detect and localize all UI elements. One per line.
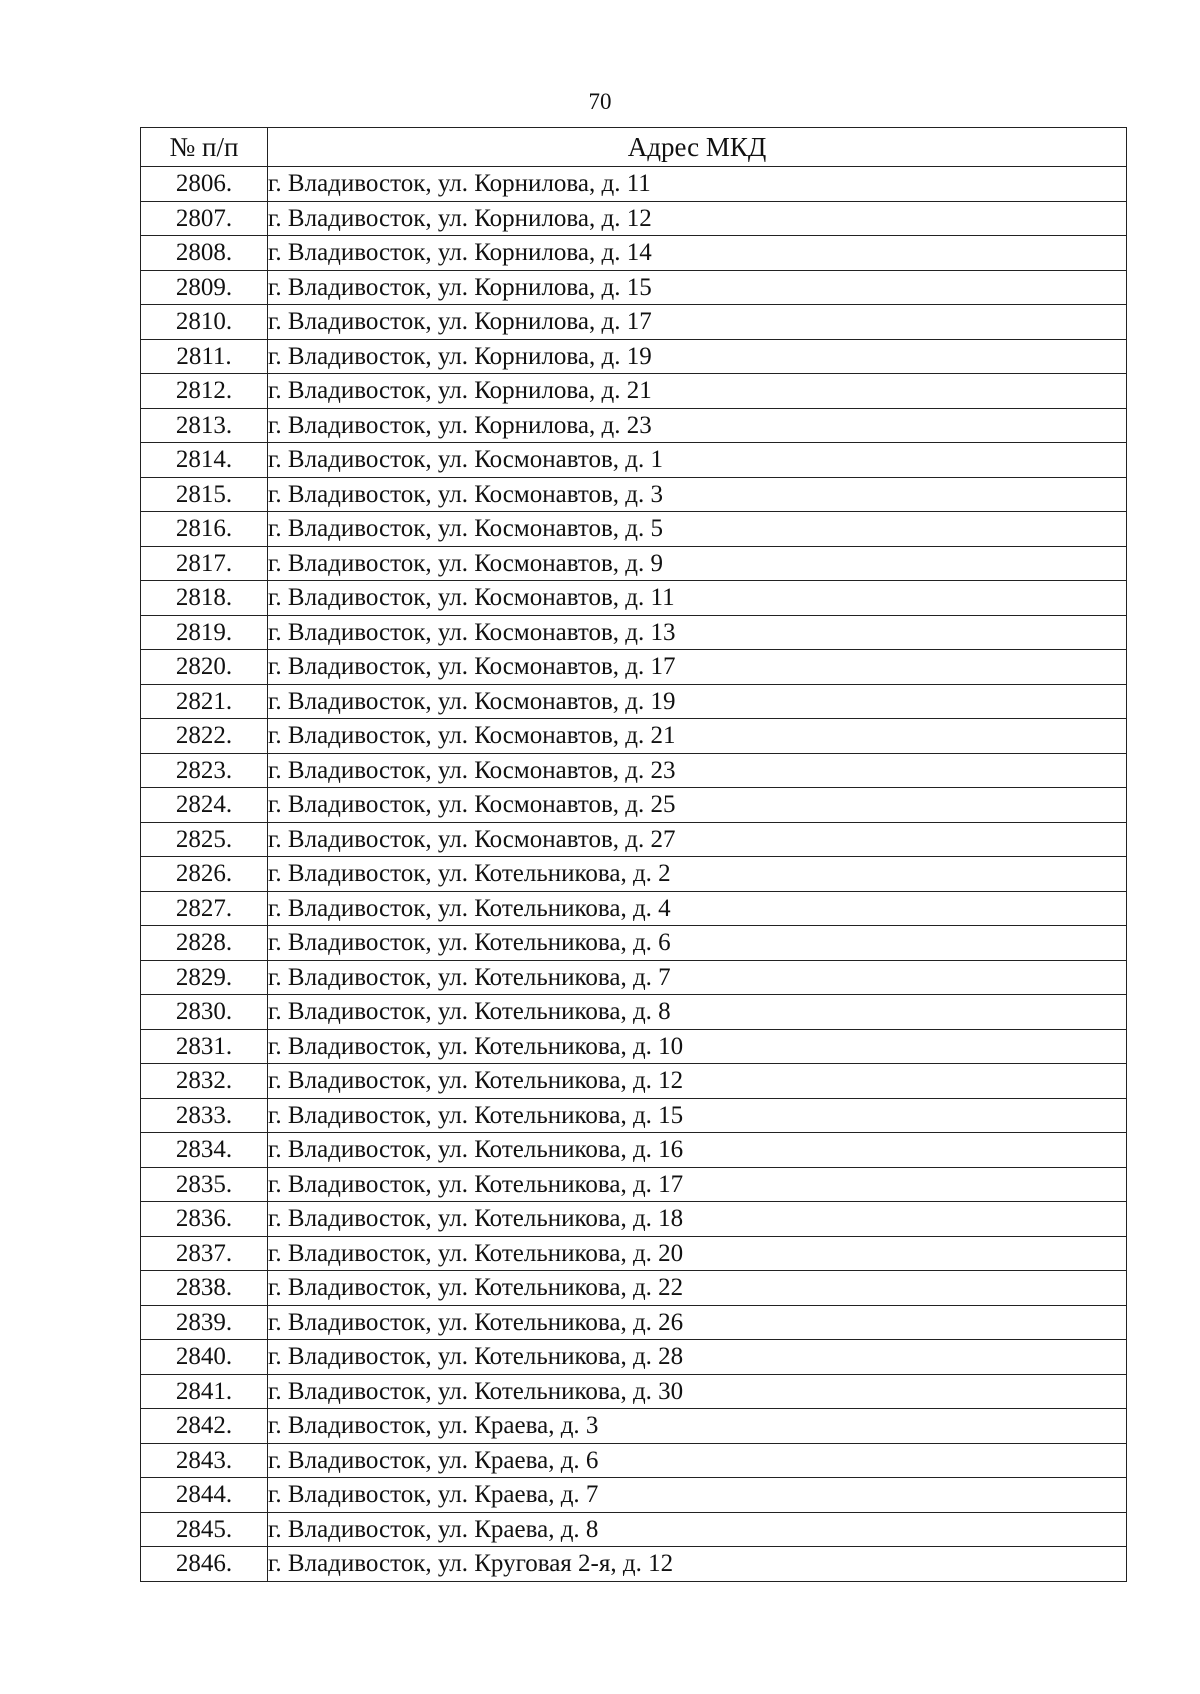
row-number-cell: 2839. xyxy=(141,1305,268,1340)
address-cell: г. Владивосток, ул. Котельникова, д. 17 xyxy=(268,1167,1127,1202)
row-number-cell: 2837. xyxy=(141,1236,268,1271)
table-header-row xyxy=(141,128,1127,167)
address-cell: г. Владивосток, ул. Корнилова, д. 14 xyxy=(268,236,1127,271)
address-cell: г. Владивосток, ул. Космонавтов, д. 9 xyxy=(268,546,1127,581)
address-cell: г. Владивосток, ул. Котельникова, д. 30 xyxy=(268,1374,1127,1409)
address-cell: г. Владивосток, ул. Котельникова, д. 2 xyxy=(268,857,1127,892)
row-number-cell: 2827. xyxy=(141,891,268,926)
address-cell: г. Владивосток, ул. Корнилова, д. 17 xyxy=(268,305,1127,340)
table-row xyxy=(141,1202,1127,1237)
address-cell: г. Владивосток, ул. Космонавтов, д. 5 xyxy=(268,512,1127,547)
table-row xyxy=(141,339,1127,374)
table-row xyxy=(141,1029,1127,1064)
row-number-cell: 2813. xyxy=(141,408,268,443)
address-cell: г. Владивосток, ул. Космонавтов, д. 19 xyxy=(268,684,1127,719)
address-cell: г. Владивосток, ул. Краева, д. 3 xyxy=(268,1409,1127,1444)
table-row xyxy=(141,1512,1127,1547)
row-number-cell: 2829. xyxy=(141,960,268,995)
table-row xyxy=(141,926,1127,961)
address-cell: г. Владивосток, ул. Корнилова, д. 15 xyxy=(268,270,1127,305)
row-number-cell: 2810. xyxy=(141,305,268,340)
table-row xyxy=(141,891,1127,926)
address-cell: г. Владивосток, ул. Котельникова, д. 6 xyxy=(268,926,1127,961)
row-number-cell: 2833. xyxy=(141,1098,268,1133)
mkd-address-table xyxy=(140,127,1127,1582)
table-row xyxy=(141,477,1127,512)
row-number-cell: 2843. xyxy=(141,1443,268,1478)
table-row xyxy=(141,1478,1127,1513)
row-number-cell: 2821. xyxy=(141,684,268,719)
address-cell: г. Владивосток, ул. Космонавтов, д. 17 xyxy=(268,650,1127,685)
row-number-cell: 2830. xyxy=(141,995,268,1030)
table-row xyxy=(141,995,1127,1030)
row-number-cell: 2819. xyxy=(141,615,268,650)
address-cell: г. Владивосток, ул. Котельникова, д. 8 xyxy=(268,995,1127,1030)
table-row xyxy=(141,1271,1127,1306)
address-cell: г. Владивосток, ул. Котельникова, д. 10 xyxy=(268,1029,1127,1064)
table-row xyxy=(141,753,1127,788)
address-cell: г. Владивосток, ул. Космонавтов, д. 25 xyxy=(268,788,1127,823)
row-number-cell: 2808. xyxy=(141,236,268,271)
row-number-cell: 2820. xyxy=(141,650,268,685)
row-number-cell: 2841. xyxy=(141,1374,268,1409)
table-body xyxy=(141,167,1127,1582)
address-cell: г. Владивосток, ул. Краева, д. 8 xyxy=(268,1512,1127,1547)
page-number: 70 xyxy=(588,89,612,114)
row-number-cell: 2807. xyxy=(141,201,268,236)
address-cell: г. Владивосток, ул. Котельникова, д. 4 xyxy=(268,891,1127,926)
table-row xyxy=(141,1409,1127,1444)
row-number-cell: 2823. xyxy=(141,753,268,788)
table-row xyxy=(141,167,1127,202)
row-number-cell: 2824. xyxy=(141,788,268,823)
row-number-cell: 2831. xyxy=(141,1029,268,1064)
table-row xyxy=(141,1064,1127,1099)
table-row xyxy=(141,1305,1127,1340)
row-number-cell: 2825. xyxy=(141,822,268,857)
address-cell: г. Владивосток, ул. Космонавтов, д. 13 xyxy=(268,615,1127,650)
address-cell: г. Владивосток, ул. Космонавтов, д. 1 xyxy=(268,443,1127,478)
row-number-cell: 2826. xyxy=(141,857,268,892)
row-number-cell: 2828. xyxy=(141,926,268,961)
table-row xyxy=(141,581,1127,616)
row-number-cell: 2817. xyxy=(141,546,268,581)
address-cell: г. Владивосток, ул. Котельникова, д. 20 xyxy=(268,1236,1127,1271)
table-row xyxy=(141,270,1127,305)
address-cell: г. Владивосток, ул. Космонавтов, д. 23 xyxy=(268,753,1127,788)
address-cell: г. Владивосток, ул. Котельникова, д. 7 xyxy=(268,960,1127,995)
column-header-address: Адрес МКД xyxy=(268,128,1127,167)
row-number-cell: 2818. xyxy=(141,581,268,616)
address-cell: г. Владивосток, ул. Космонавтов, д. 11 xyxy=(268,581,1127,616)
row-number-cell: 2814. xyxy=(141,443,268,478)
row-number-cell: 2816. xyxy=(141,512,268,547)
table-row xyxy=(141,719,1127,754)
table-row xyxy=(141,960,1127,995)
table-row xyxy=(141,512,1127,547)
table-row xyxy=(141,201,1127,236)
row-number-cell: 2835. xyxy=(141,1167,268,1202)
address-cell: г. Владивосток, ул. Корнилова, д. 11 xyxy=(268,167,1127,202)
address-cell: г. Владивосток, ул. Корнилова, д. 21 xyxy=(268,374,1127,409)
address-cell: г. Владивосток, ул. Круговая 2-я, д. 12 xyxy=(268,1547,1127,1582)
address-cell: г. Владивосток, ул. Котельникова, д. 26 xyxy=(268,1305,1127,1340)
row-number-cell: 2811. xyxy=(141,339,268,374)
row-number-cell: 2806. xyxy=(141,167,268,202)
address-cell: г. Владивосток, ул. Котельникова, д. 18 xyxy=(268,1202,1127,1237)
address-cell: г. Владивосток, ул. Котельникова, д. 16 xyxy=(268,1133,1127,1168)
row-number-cell: 2834. xyxy=(141,1133,268,1168)
table-row xyxy=(141,1547,1127,1582)
table-row xyxy=(141,443,1127,478)
address-cell: г. Владивосток, ул. Котельникова, д. 12 xyxy=(268,1064,1127,1099)
table-row xyxy=(141,1374,1127,1409)
row-number-cell: 2815. xyxy=(141,477,268,512)
address-cell: г. Владивосток, ул. Корнилова, д. 23 xyxy=(268,408,1127,443)
table-row xyxy=(141,1133,1127,1168)
address-cell: г. Владивосток, ул. Котельникова, д. 15 xyxy=(268,1098,1127,1133)
table-row xyxy=(141,236,1127,271)
table-row xyxy=(141,857,1127,892)
table-row xyxy=(141,374,1127,409)
table-row xyxy=(141,1340,1127,1375)
table-row xyxy=(141,650,1127,685)
row-number-cell: 2838. xyxy=(141,1271,268,1306)
address-cell: г. Владивосток, ул. Котельникова, д. 28 xyxy=(268,1340,1127,1375)
address-cell: г. Владивосток, ул. Корнилова, д. 19 xyxy=(268,339,1127,374)
table-row xyxy=(141,546,1127,581)
table-row xyxy=(141,305,1127,340)
address-cell: г. Владивосток, ул. Котельникова, д. 22 xyxy=(268,1271,1127,1306)
address-cell: г. Владивосток, ул. Краева, д. 6 xyxy=(268,1443,1127,1478)
table-row xyxy=(141,684,1127,719)
table-row xyxy=(141,822,1127,857)
row-number-cell: 2812. xyxy=(141,374,268,409)
column-header-number: № п/п xyxy=(141,128,268,167)
table-row xyxy=(141,1167,1127,1202)
address-cell: г. Владивосток, ул. Корнилова, д. 12 xyxy=(268,201,1127,236)
row-number-cell: 2842. xyxy=(141,1409,268,1444)
row-number-cell: 2844. xyxy=(141,1478,268,1513)
table-row xyxy=(141,615,1127,650)
row-number-cell: 2832. xyxy=(141,1064,268,1099)
table-row xyxy=(141,788,1127,823)
table-row xyxy=(141,1236,1127,1271)
address-cell: г. Владивосток, ул. Космонавтов, д. 27 xyxy=(268,822,1127,857)
row-number-cell: 2836. xyxy=(141,1202,268,1237)
row-number-cell: 2822. xyxy=(141,719,268,754)
row-number-cell: 2809. xyxy=(141,270,268,305)
row-number-cell: 2845. xyxy=(141,1512,268,1547)
address-cell: г. Владивосток, ул. Краева, д. 7 xyxy=(268,1478,1127,1513)
row-number-cell: 2840. xyxy=(141,1340,268,1375)
table-row xyxy=(141,1443,1127,1478)
table-row xyxy=(141,1098,1127,1133)
row-number-cell: 2846. xyxy=(141,1547,268,1582)
address-cell: г. Владивосток, ул. Космонавтов, д. 3 xyxy=(268,477,1127,512)
table-row xyxy=(141,408,1127,443)
address-cell: г. Владивосток, ул. Космонавтов, д. 21 xyxy=(268,719,1127,754)
